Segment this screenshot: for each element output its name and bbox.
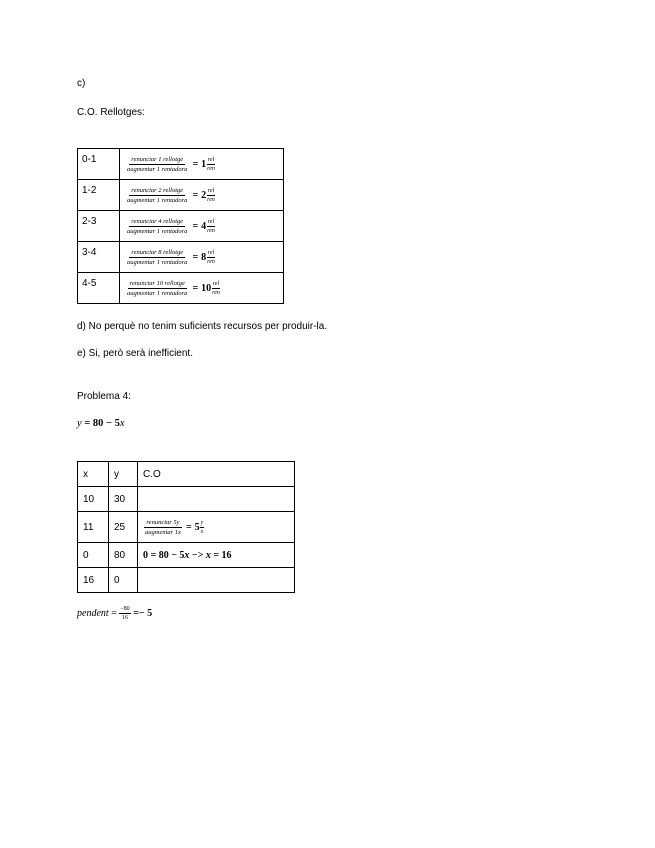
fraction-numerator: renunciar 2 rellotge <box>131 186 184 194</box>
unit-denominator: ren <box>207 196 215 203</box>
unit-fraction <box>206 250 216 265</box>
unit-numerator: y <box>200 519 204 526</box>
table-row <box>78 242 284 273</box>
table-row <box>78 543 295 568</box>
cell-range: 1-2 <box>78 180 120 211</box>
cell-range: 2-3 <box>78 211 120 242</box>
cell-range: 3-4 <box>78 242 120 273</box>
cell-co <box>138 487 295 512</box>
solve-result: = 16 <box>210 549 232 561</box>
cell-range: 4-5 <box>78 273 120 304</box>
table-row <box>78 568 295 593</box>
solve-arrow: −> <box>189 549 206 561</box>
cell-y: 0 <box>109 568 138 593</box>
co-coefficient: 10 <box>201 282 212 294</box>
fraction-numerator: renunciar 5y <box>146 518 180 526</box>
co-fraction <box>125 187 189 204</box>
equals-sign: = <box>192 189 199 201</box>
fraction-denominator: augmentar 1x <box>145 528 181 536</box>
equals-sign: = <box>185 521 192 533</box>
unit-numerator: rel <box>207 187 215 194</box>
header-y: y <box>109 462 138 487</box>
slope-result: =− 5 <box>133 608 153 619</box>
equation-x: x <box>119 418 125 429</box>
cell-y: 30 <box>109 487 138 512</box>
unit-numerator: rel <box>207 156 215 163</box>
fraction-numerator: renunciar 4 rellotge <box>131 217 184 225</box>
cell-x: 0 <box>78 543 109 568</box>
slope-expression <box>77 606 152 621</box>
equation-y: y <box>77 418 82 429</box>
co-fraction <box>125 280 189 297</box>
unit-denominator: ren <box>212 289 220 296</box>
solve-x: x <box>184 549 190 561</box>
equation-eq: = <box>84 418 91 429</box>
co-coefficient: 1 <box>201 158 207 170</box>
cell-co <box>138 512 295 543</box>
solve-expression: 0 = 80 − 5 <box>143 549 185 561</box>
table-row <box>78 211 284 242</box>
cell-x: 10 <box>78 487 109 512</box>
slope-eq: = <box>111 608 117 619</box>
co-title: C.O. Rellotges: <box>77 107 145 118</box>
co-coefficient: 5 <box>194 521 200 533</box>
slope-label: pendent <box>77 608 109 619</box>
equals-sign: = <box>192 220 199 232</box>
equation-minus: − <box>106 418 113 429</box>
cell-co <box>120 242 284 273</box>
co-fraction <box>125 156 189 173</box>
table-row <box>78 149 284 180</box>
unit-fraction <box>211 281 221 296</box>
co-table <box>77 148 284 304</box>
xy-table <box>77 461 295 593</box>
fraction-numerator: renunciar 1 rellotge <box>131 155 184 163</box>
co-fraction <box>125 218 189 235</box>
unit-denominator: ren <box>207 258 215 265</box>
cell-co <box>120 149 284 180</box>
part-c-label: c) <box>77 78 86 89</box>
co-fraction <box>125 249 189 266</box>
equals-sign: = <box>192 158 199 170</box>
fraction-numerator: renunciar 8 rellotge <box>131 248 184 256</box>
equation-b: 5 <box>114 418 120 429</box>
co-coefficient: 4 <box>201 220 207 232</box>
table-header-row <box>78 462 295 487</box>
part-e-text: e) Si, però serà inefficient. <box>77 348 193 359</box>
unit-fraction <box>206 188 216 203</box>
equation-a: 80 <box>92 418 104 429</box>
cell-co <box>120 180 284 211</box>
solve-x2: x <box>205 549 211 561</box>
equals-sign: = <box>192 282 199 294</box>
table-row <box>78 273 284 304</box>
cell-y: 25 <box>109 512 138 543</box>
cell-x: 11 <box>78 512 109 543</box>
problem-title: Problema 4: <box>77 391 131 402</box>
table-row <box>78 180 284 211</box>
fraction-denominator: augmentar 1 rentadora <box>127 196 188 204</box>
header-co: C.O <box>138 462 295 487</box>
unit-numerator: rel <box>207 218 215 225</box>
co-coefficient: 2 <box>201 189 207 201</box>
fraction-denominator: augmentar 1 rentadora <box>127 289 188 297</box>
unit-fraction <box>200 520 205 535</box>
slope-numerator: −80 <box>120 606 130 612</box>
fraction-numerator: renunciar 10 rellotge <box>129 279 185 287</box>
unit-denominator: ren <box>207 227 215 234</box>
table-row <box>78 512 295 543</box>
cell-co <box>138 568 295 593</box>
cell-co <box>120 273 284 304</box>
table-row <box>78 487 295 512</box>
cell-range: 0-1 <box>78 149 120 180</box>
co-coefficient: 8 <box>201 251 207 263</box>
fraction-denominator: augmentar 1 rentadora <box>127 165 188 173</box>
slope-fraction <box>119 606 130 621</box>
cell-co <box>120 211 284 242</box>
unit-fraction <box>206 157 216 172</box>
unit-denominator: x <box>200 528 204 535</box>
cell-x: 16 <box>78 568 109 593</box>
fraction-denominator: augmentar 1 rentadora <box>127 227 188 235</box>
cell-co <box>138 543 295 568</box>
unit-denominator: ren <box>207 165 215 172</box>
co-fraction <box>143 519 183 536</box>
slope-denominator: 16 <box>121 615 128 621</box>
part-d-text: d) No perquè no tenim suficients recursos per produir-la. <box>77 321 328 332</box>
unit-fraction <box>206 219 216 234</box>
equals-sign: = <box>192 251 199 263</box>
unit-numerator: rel <box>207 249 215 256</box>
header-x: x <box>78 462 109 487</box>
equation <box>77 418 125 429</box>
fraction-denominator: augmentar 1 rentadora <box>127 258 188 266</box>
unit-numerator: rel <box>212 280 220 287</box>
cell-y: 80 <box>109 543 138 568</box>
